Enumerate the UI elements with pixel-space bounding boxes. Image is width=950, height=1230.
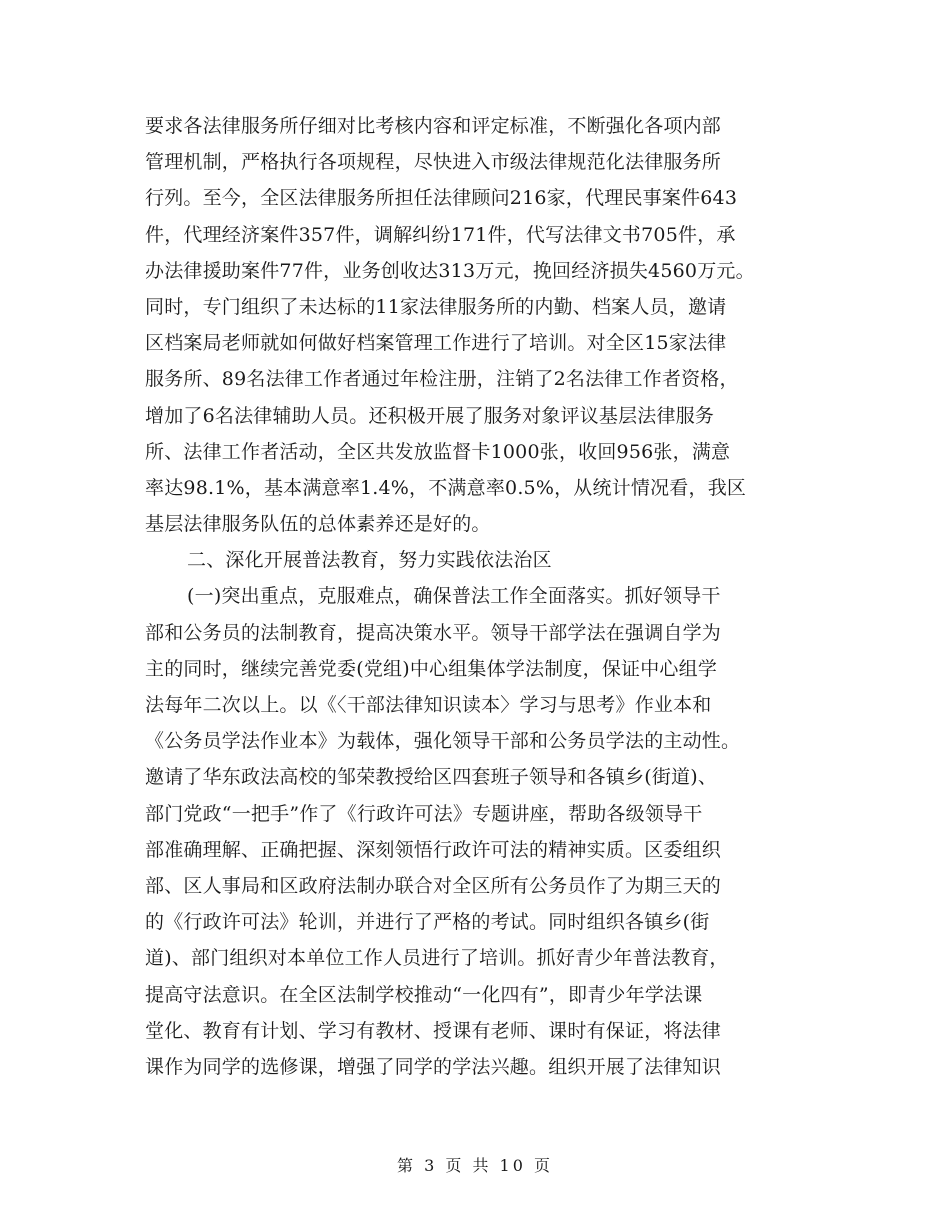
text-line: 部、区人事局和区政府法制办联合对全区所有公务员作了为期三天的 <box>145 874 722 897</box>
text-line: 《公务员学法作业本》为载体，强化领导干部和公务员学法的主动性。 <box>145 730 741 753</box>
text-line: 法每年二次以上。以《〈干部法律知识读本〉学习与思考》作业本和 <box>145 694 712 716</box>
text-line: 基层法律服务队伍的总体素养还是好的。 <box>145 513 491 536</box>
text-line: 同时，专门组织了未达标的11家法律服务所的内勤、档案人员，邀请 <box>145 295 727 318</box>
text-line: 道)、部门组织对本单位工作人员进行了培训。抓好青少年普法教育， <box>145 947 729 970</box>
text-line: 所、法律工作者活动，全区共发放监督卡1000张，收回956张，满意 <box>145 440 731 463</box>
text-line: 行列。至今，全区法律服务所担任法律顾问216家，代理民事案件643 <box>145 187 738 210</box>
text-line: 主的同时，继续完善党委(党组)中心组集体学法制度，保证中心组学 <box>145 657 718 680</box>
text-line: 要求各法律服务所仔细对比考核内容和评定标准，不断强化各项内部 <box>145 115 722 137</box>
text-line: 部门党政“一把手”作了《行政许可法》专题讲座，帮助各级领导干 <box>145 802 703 825</box>
text-line: 堂化、教育有计划、学习有教材、授课有老师、课时有保证，将法律 <box>145 1019 722 1042</box>
text-line: 件，代理经济案件357件，调解纠纷171件，代写法律文书705件，承 <box>145 223 736 246</box>
text-line: 邀请了华东政法高校的邹荣教授给区四套班子领导和各镇乡(街道)、 <box>145 766 718 789</box>
text-line: 部准确理解、正确把握、深刻领悟行政许可法的精神实质。区委组织 <box>145 838 722 861</box>
text-line: 管理机制，严格执行各项规程，尽快进入市级法律规范化法律服务所 <box>145 151 722 174</box>
text-line: 率达98.1%，基本满意率1.4%，不满意率0.5%，从统计情况看，我区 <box>145 476 747 499</box>
text-line: 区档案局老师就如何做好档案管理工作进行了培训。对全区15家法律 <box>145 332 727 355</box>
text-line: 提高守法意识。在全区法制学校推动“一化四有”，即青少年学法课 <box>145 983 703 1006</box>
text-line: 增加了6名法律辅助人员。还积极开展了服务对象评议基层法律服务 <box>145 404 715 427</box>
subsection-first-line: (一)突出重点，克服难点，确保普法工作全面落实。抓好领导干 <box>187 585 721 608</box>
text-line: 课作为同学的选修课，增强了同学的学法兴趣。组织开展了法律知识 <box>145 1055 722 1078</box>
section-heading: 二、深化开展普法教育，努力实践依法治区 <box>187 549 552 572</box>
page-number-footer: 第 3 页 共 10 页 <box>397 1156 553 1175</box>
text-line: 的《行政许可法》轮训，并进行了严格的考试。同时组织各镇乡(街 <box>145 911 710 934</box>
text-line: 办法律援助案件77件，业务创收达313万元，挽回经济损失4560万元。 <box>145 259 755 282</box>
document-body <box>145 108 815 1085</box>
text-line: 服务所、89名法律工作者通过年检注册，注销了2名法律工作者资格， <box>145 368 739 391</box>
text-line: 部和公务员的法制教育，提高决策水平。领导干部学法在强调自学为 <box>145 621 722 644</box>
